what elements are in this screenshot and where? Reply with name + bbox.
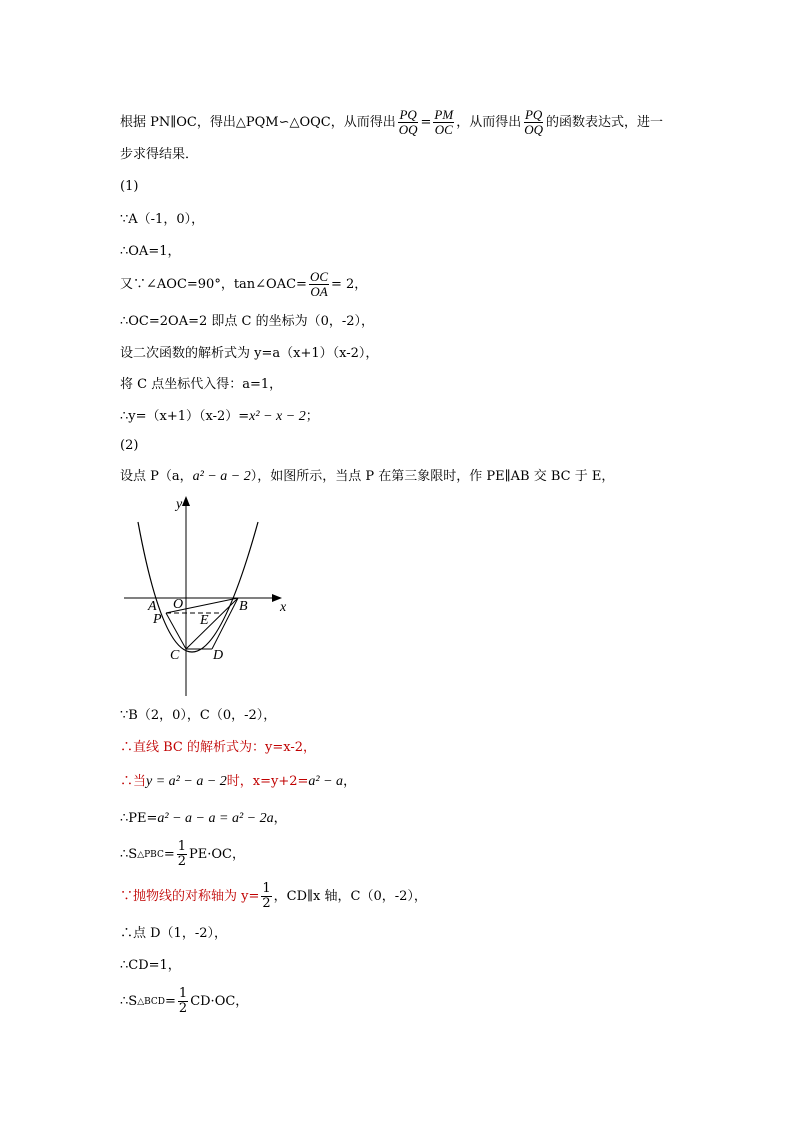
- line-16: [120, 810, 287, 828]
- parabola-curve: [138, 522, 258, 652]
- fraction-pm-oc: [433, 108, 454, 137]
- label-d: D: [213, 648, 224, 663]
- y-axis-arrow: [182, 496, 190, 506]
- line-2: 步求得结果．: [120, 147, 199, 162]
- line-19: ∴点 D（1，-2），: [120, 926, 227, 941]
- line-15: [120, 773, 356, 791]
- text: =: [165, 993, 176, 1009]
- numerator: 1: [177, 839, 187, 854]
- line-6: [120, 270, 367, 299]
- numerator: PQ: [524, 107, 543, 122]
- parabola-figure: [120, 492, 300, 702]
- line-5: ∴OA=1，: [120, 244, 181, 259]
- text: ∴当: [120, 774, 147, 789]
- fraction-pq-oq: [398, 108, 419, 137]
- math-expression: y = a² − a − 2: [146, 774, 227, 789]
- denominator: OQ: [398, 122, 418, 137]
- line-18: [120, 882, 427, 911]
- line-20: ∴CD=1，: [120, 958, 181, 973]
- text: 时，x=y+2=: [226, 774, 309, 789]
- label-o: O: [173, 597, 184, 612]
- fraction-oc-oa: [309, 270, 329, 299]
- text: ∵抛物线的对称轴为 y=: [120, 888, 260, 904]
- line-21: ∴S △BCD = $\frac{1}{2}$ CD·OC，: [120, 986, 249, 1016]
- numerator: OC: [309, 269, 329, 284]
- text: 的函数表达式，进一: [546, 114, 664, 130]
- line-7: ∴OC=2OA=2 即点 C 的坐标为（0，-2），: [120, 314, 375, 329]
- segment-bd: [212, 598, 238, 649]
- part-1-label: (1): [120, 179, 139, 194]
- part-2-label: (2): [120, 438, 139, 453]
- denominator: 2: [177, 854, 187, 869]
- numerator: 1: [178, 986, 188, 1001]
- text: ∴PE=: [120, 811, 158, 826]
- fraction-pq-oq-2: [523, 108, 544, 137]
- line-4: ∵A（-1，0），: [120, 212, 205, 227]
- label-e: E: [200, 613, 209, 628]
- line-17: ∴S △PBC = $\frac{1}{2}$ PE·OC，: [120, 839, 246, 869]
- label-x: x: [280, 600, 287, 615]
- denominator: OA: [310, 284, 328, 299]
- equals: =: [420, 114, 432, 130]
- fraction-one-half: [177, 840, 187, 869]
- math-expression: a² − a − a = a² − 2a: [157, 811, 274, 826]
- numerator: 1: [262, 881, 271, 896]
- label-a: A: [148, 599, 157, 614]
- line-13: ∵B（2，0），C（0，-2），: [120, 708, 277, 723]
- text: =: [163, 846, 175, 862]
- text: ，从而得出: [456, 114, 522, 130]
- text: ，: [343, 774, 357, 789]
- text: ，CD∥x 轴，C（0，-2），: [273, 888, 427, 904]
- text: 又∵∠AOC=90°，tan∠OAC=: [120, 276, 307, 292]
- math-expression: a² − a − 2: [192, 469, 251, 484]
- text: = 2，: [331, 276, 368, 292]
- text: CD·OC，: [190, 993, 249, 1009]
- label-y: y: [176, 497, 183, 512]
- text: ∴S: [120, 846, 138, 862]
- label-p: P: [153, 612, 162, 627]
- line-10: [120, 408, 319, 426]
- text: ；: [305, 409, 319, 424]
- denominator: OC: [434, 122, 453, 137]
- text: 根据 PN∥OC，得出△PQM∽△OQC，从而得出: [120, 114, 396, 130]
- label-b: B: [239, 599, 248, 614]
- denominator: 2: [262, 896, 271, 911]
- line-12: [120, 468, 614, 486]
- label-c: C: [170, 648, 180, 663]
- text: 设点 P（a，: [120, 469, 193, 484]
- segment-bc: [186, 598, 238, 649]
- fraction-one-half: [178, 987, 188, 1016]
- denominator: OQ: [524, 122, 543, 137]
- text: PE·OC，: [189, 846, 246, 862]
- math-expression: x² − x − 2: [249, 409, 306, 424]
- text: ∴S: [120, 993, 138, 1009]
- text: ，: [273, 811, 287, 826]
- numerator: PM: [434, 107, 454, 122]
- fraction-one-half: [261, 882, 271, 911]
- numerator: PQ: [399, 107, 417, 122]
- text: ），如图所示，当点 P 在第三象限时，作 PE∥AB 交 BC 于 E，: [250, 469, 615, 484]
- line-9: 将 C 点坐标代入得：a=1，: [120, 377, 283, 392]
- line-8: 设二次函数的解析式为 y=a（x+1）（x-2），: [120, 346, 379, 361]
- text: ∴y=（x+1）（x-2）=: [120, 409, 250, 424]
- denominator: 2: [178, 1001, 188, 1016]
- line-14: ∴直线 BC 的解析式为：y=x-2，: [120, 740, 317, 755]
- math-expression: a² − a: [308, 774, 344, 789]
- line-1: [120, 108, 663, 137]
